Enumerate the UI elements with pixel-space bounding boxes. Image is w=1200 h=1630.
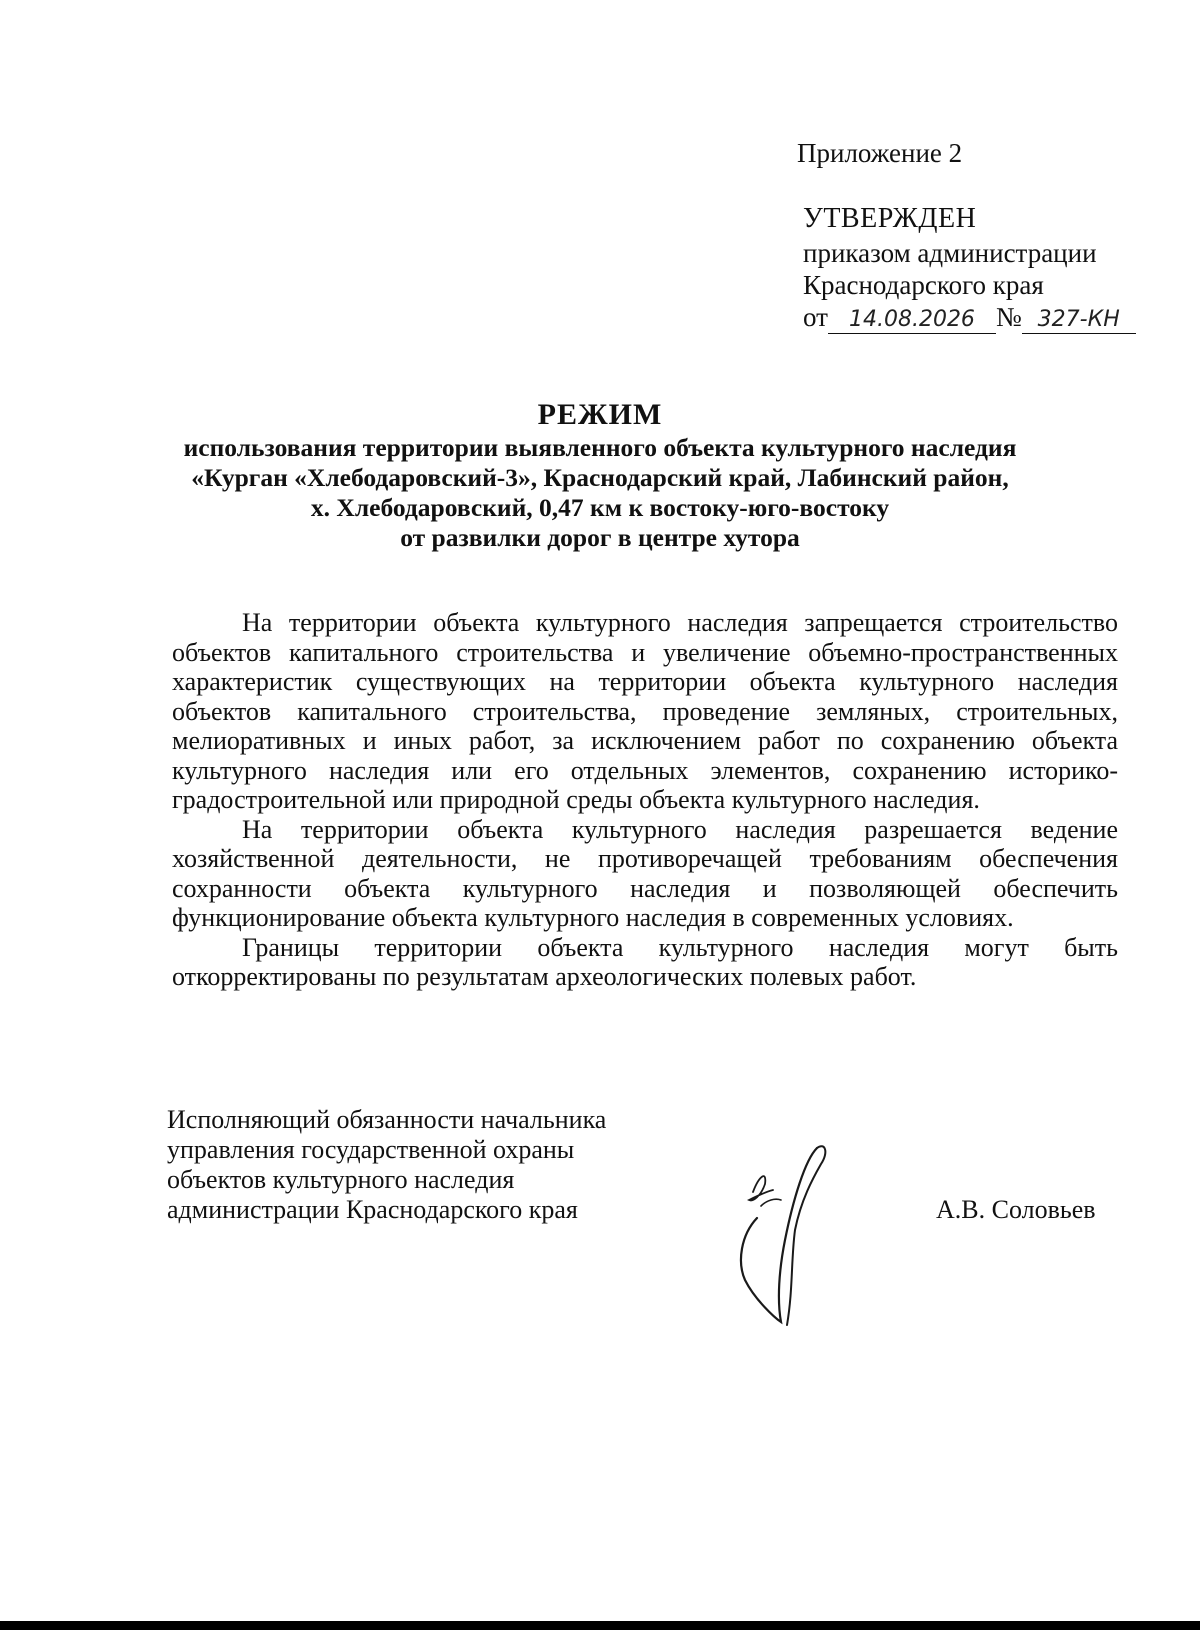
approval-heading: УТВЕРЖДЕН: [803, 203, 977, 234]
position-line-1: Исполняющий обязанности начальника: [167, 1105, 607, 1134]
number-prefix: №: [995, 302, 1022, 332]
handwritten-signature-icon: [735, 1140, 855, 1330]
position-line-4: администрации Краснодарского края: [167, 1195, 578, 1224]
handwritten-number: 327-КН: [1022, 307, 1136, 334]
position-line-2: управления государственной охраны: [167, 1135, 575, 1164]
position-line-3: объектов культурного наследия: [167, 1165, 515, 1194]
subtitle-line-3: х. Хлебодаровский, 0,47 км к востоку-юго-востоку: [310, 493, 890, 522]
signatory-name: А.В. Соловьев: [936, 1195, 1096, 1224]
subtitle-line-4: от развилки дорог в центре хутора: [400, 523, 800, 552]
approval-stamp: [803, 203, 1136, 334]
document-title-block: [160, 397, 1040, 553]
scan-bottom-edge: [0, 1621, 1200, 1630]
approval-date-number-row: [803, 301, 1136, 334]
subtitle-line-2: «Курган «Хлебодаровский-3», Краснодарский край, Лабинский район,: [191, 463, 1009, 492]
subtitle-line-1: использования территории выявленного объекта культурного наследия: [183, 433, 1017, 462]
date-prefix: от: [803, 302, 828, 332]
handwritten-date: 14.08.2026: [828, 307, 996, 334]
approval-line-2: Краснодарского края: [803, 270, 1044, 300]
document-body: [172, 608, 1118, 992]
document-title: РЕЖИМ: [537, 398, 663, 431]
body-paragraph-1: На территории объекта культурного наследия запрещается строительство объектов капитального строительства и увеличение объемно-пространственных характеристик существующих на территории объекта культурного наследия объектов капитального строительства, проведение земляных, строительных, мелиоративных и иных работ, за исключением работ по сохранению объекта культурного наследия или его отдельных элементов, сохранению историко-градостроительной или природной среды объекта культурного наследия.: [172, 608, 1118, 814]
approval-line-1: приказом администрации: [803, 238, 1097, 268]
body-paragraph-3: Границы территории объекта культурного наследия могут быть откорректированы по результатам археологических полевых работ.: [172, 932, 1118, 991]
appendix-label: Приложение 2: [797, 138, 963, 168]
body-paragraph-2: На территории объекта культурного наследия разрешается ведение хозяйственной деятельности, не противоречащей требованиям обеспечения сохранности объекта культурного наследия и позволяющей обеспечить функционирование объекта культурного наследия в современных условиях.: [172, 814, 1118, 932]
signatory-position: [167, 1105, 606, 1225]
